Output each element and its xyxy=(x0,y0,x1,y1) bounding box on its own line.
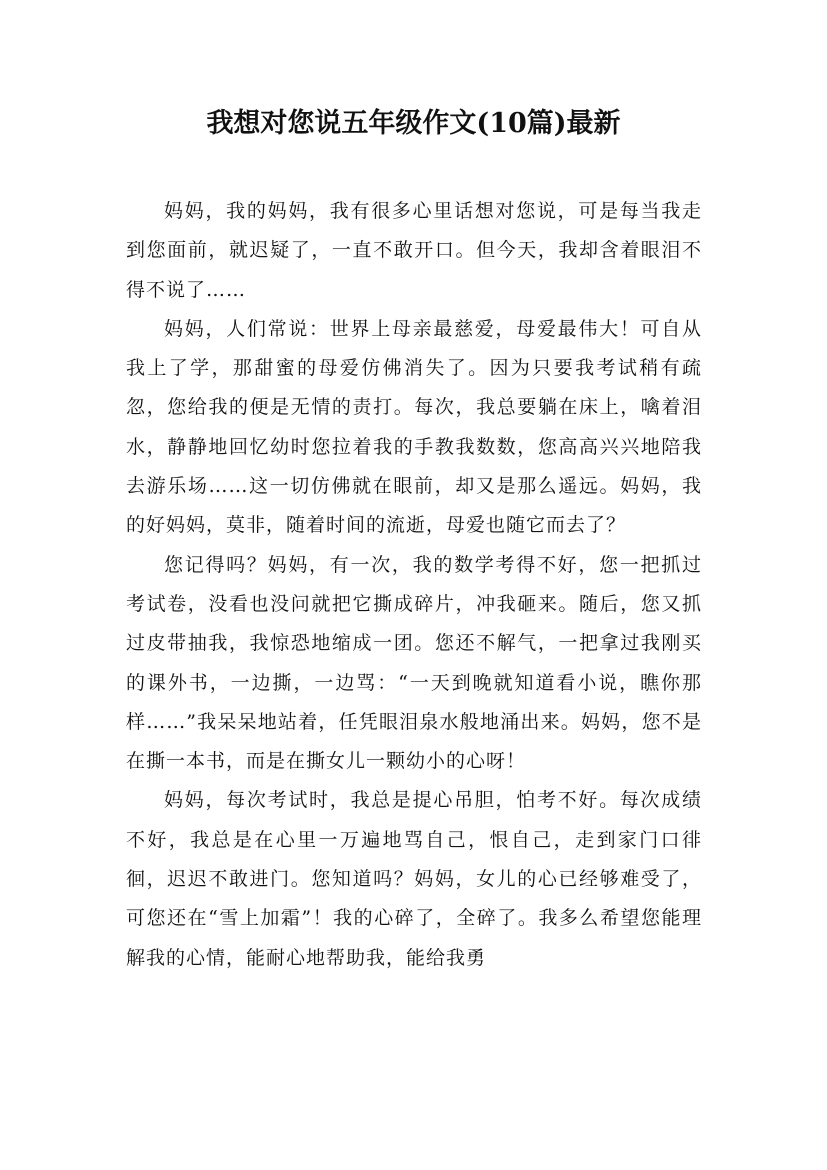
paragraph-2: 妈妈，人们常说：世界上母亲最慈爱，母爱最伟大！可自从我上了学，那甜蜜的母爱仿佛消失了。因为只要我考试稍有疏忽，您给我的便是无情的责打。每次，我总要躺在床上，噙着泪水，静静地回忆幼时您拉着我的手教我数数，您高高兴兴地陪我去游乐场……这一切仿佛就在眼前，却又是那么遥远。妈妈，我的好妈妈，莫非，随着时间的流逝，母爱也随它而去了？ xyxy=(126,317,702,537)
page-title: 我想对您说五年级作文(10篇)最新 xyxy=(206,108,621,139)
paragraph-4: 妈妈，每次考试时，我总是提心吊胆，怕考不好。每次成绩不好，我总是在心里一万遍地骂自己，恨自己，走到家门口徘徊，迟迟不敢进门。您知道吗？妈妈，女儿的心已经够难受了，可您还在“雪上加霜”！我的心碎了，全碎了。我多么希望您能理解我的心情，能耐心地帮助我，能给我勇 xyxy=(126,789,702,969)
article-body xyxy=(126,192,702,978)
paragraph-1: 妈妈，我的妈妈，我有很多心里话想对您说，可是每当我走到您面前，就迟疑了，一直不敢开口。但今天，我却含着眼泪不得不说了…… xyxy=(126,200,702,301)
paragraph-3: 您记得吗？妈妈，有一次，我的数学考得不好，您一把抓过考试卷，没看也没问就把它撕成碎片，冲我砸来。随后，您又抓过皮带抽我，我惊恐地缩成一团。您还不解气，一把拿过我刚买的课外书，一边撕，一边骂：“一天到晚就知道看小说，瞧你那样……”我呆呆地站着，任凭眼泪泉水般地涌出来。妈妈，您不是在撕一本书，而是在撕女儿一颗幼小的心呀！ xyxy=(126,553,702,773)
